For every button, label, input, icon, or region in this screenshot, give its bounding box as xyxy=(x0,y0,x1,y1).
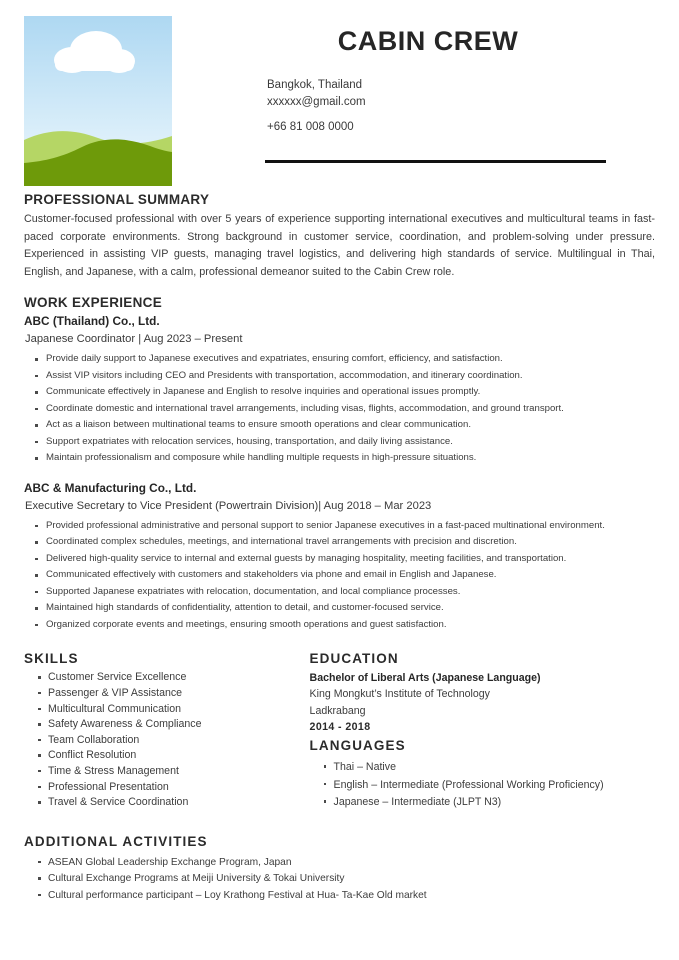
section-heading-work-experience: WORK EXPERIENCE xyxy=(24,295,163,311)
section-heading-additional-activities: ADDITIONAL ACTIVITIES xyxy=(24,833,208,849)
job-responsibility-list xyxy=(24,518,655,634)
section-heading-education: EDUCATION xyxy=(309,651,399,667)
list-item: Maintained high standards of confidentiality, attention to detail, and customer-focused service. xyxy=(24,600,655,617)
contact-phone[interactable]: +66 81 008 0000 xyxy=(267,121,354,133)
job-responsibility-list xyxy=(24,351,655,467)
languages-list xyxy=(310,759,655,812)
header-text-block xyxy=(210,20,660,136)
contact-location: Bangkok, Thailand xyxy=(267,79,363,91)
list-item: Professional Presentation xyxy=(24,780,310,796)
job-title-and-dates: Japanese Coordinator | Aug 2023 – Present xyxy=(25,333,243,346)
list-item: Delivered high-quality service to internal and external guests by managing hospitality, meeting facilities, and transportation. xyxy=(24,551,655,568)
list-item: Provide daily support to Japanese executives and expatriates, ensuring comfort, efficiency, and satisfaction. xyxy=(24,351,655,368)
list-item: Safety Awareness & Compliance xyxy=(24,717,310,733)
list-item: Organized corporate events and meetings, ensuring smooth operations and guest satisfaction. xyxy=(24,617,655,634)
list-item: Maintain professionalism and composure while handling multiple requests in high-pressure situations. xyxy=(24,450,655,467)
list-item: Communicated effectively with customers and stakeholders via phone and email in English and Japanese. xyxy=(24,567,655,584)
job-title-and-dates: Executive Secretary to Vice President (Powertrain Division)| Aug 2018 – Mar 2023 xyxy=(25,499,432,512)
page-title: CABIN CREW xyxy=(337,26,519,56)
skills-list xyxy=(24,670,310,810)
list-item: Japanese – Intermediate (JLPT N3) xyxy=(310,794,655,812)
resume-content xyxy=(0,192,679,904)
list-item: Cultural Exchange Programs at Meiji University & Tokai University xyxy=(24,871,655,888)
education-languages-column xyxy=(310,651,655,812)
section-professional-summary xyxy=(24,192,655,281)
education-degree: Bachelor of Liberal Arts (Japanese Language) xyxy=(309,672,541,685)
list-item: Team Collaboration xyxy=(24,733,310,749)
section-heading-professional-summary: PROFESSIONAL SUMMARY xyxy=(24,192,210,207)
contact-block xyxy=(210,77,660,136)
section-work-experience xyxy=(24,295,655,633)
list-item: Time & Stress Management xyxy=(24,764,310,780)
list-item: ASEAN Global Leadership Exchange Program, Japan xyxy=(24,855,655,872)
section-additional-activities xyxy=(24,834,655,905)
section-heading-languages: LANGUAGES xyxy=(309,738,406,754)
list-item: Conflict Resolution xyxy=(24,748,310,764)
additional-activities-list xyxy=(24,855,655,905)
list-item: Support expatriates with relocation services, housing, transportation, and daily living assistance. xyxy=(24,434,655,451)
resume-header xyxy=(0,0,679,192)
landscape-illustration-icon xyxy=(24,16,172,186)
list-item: Cultural performance participant – Loy Krathong Festival at Hua- Ta-Kae Old market xyxy=(24,888,655,905)
professional-summary-text: Customer-focused professional with over 5 years of experience supporting international executives and multicultural teams in fast-paced corporate environments. Strong background in customer service, coordination, and problem-solving under pressure. Experienced in assisting VIP guests, managing travel logistics, and delivering high standards of service. Multilingual in Thai, English, and Japanese, with a calm, professional demeanor suited to the Cabin Crew role. xyxy=(24,213,655,278)
education-years: 2014 - 2018 xyxy=(309,721,371,734)
education-institution: King Mongkut’s Institute of Technology xyxy=(309,688,490,701)
list-item: Provided professional administrative and personal support to senior Japanese executives in a fast-paced multinational environment. xyxy=(24,518,655,535)
work-experience-job xyxy=(24,314,655,467)
list-item: Travel & Service Coordination xyxy=(24,795,310,811)
list-item: English – Intermediate (Professional Working Proficiency) xyxy=(310,777,655,795)
contact-email[interactable]: xxxxxx@gmail.com xyxy=(267,96,366,108)
job-company-name: ABC & Manufacturing Co., Ltd. xyxy=(24,480,197,495)
list-item: Supported Japanese expatriates with relocation, documentation, and local compliance processes. xyxy=(24,584,655,601)
section-skills xyxy=(24,651,310,812)
list-item: Assist VIP visitors including CEO and Presidents with transportation, accommodation, and itinerary coordination. xyxy=(24,368,655,385)
list-item: Multicultural Communication xyxy=(24,702,310,718)
job-company-name: ABC (Thailand) Co., Ltd. xyxy=(24,314,160,329)
work-experience-job xyxy=(24,481,655,634)
list-item: Coordinated complex schedules, meetings, and international travel arrangements with precision and discretion. xyxy=(24,534,655,551)
header-photo xyxy=(24,16,172,186)
list-item: Communicate effectively in Japanese and English to resolve inquiries and operational issues promptly. xyxy=(24,384,655,401)
skills-education-columns xyxy=(24,651,655,812)
section-heading-skills: SKILLS xyxy=(24,651,79,667)
list-item: Customer Service Excellence xyxy=(24,670,310,686)
header-divider xyxy=(265,160,606,163)
list-item: Coordinate domestic and international travel arrangements, including visas, flights, accommodation, and ground transport. xyxy=(24,401,655,418)
list-item: Passenger & VIP Assistance xyxy=(24,686,310,702)
education-campus: Ladkrabang xyxy=(309,704,366,717)
list-item: Act as a liaison between multinational teams to ensure smooth operations and clear communication. xyxy=(24,417,655,434)
list-item: Thai – Native xyxy=(310,759,655,777)
